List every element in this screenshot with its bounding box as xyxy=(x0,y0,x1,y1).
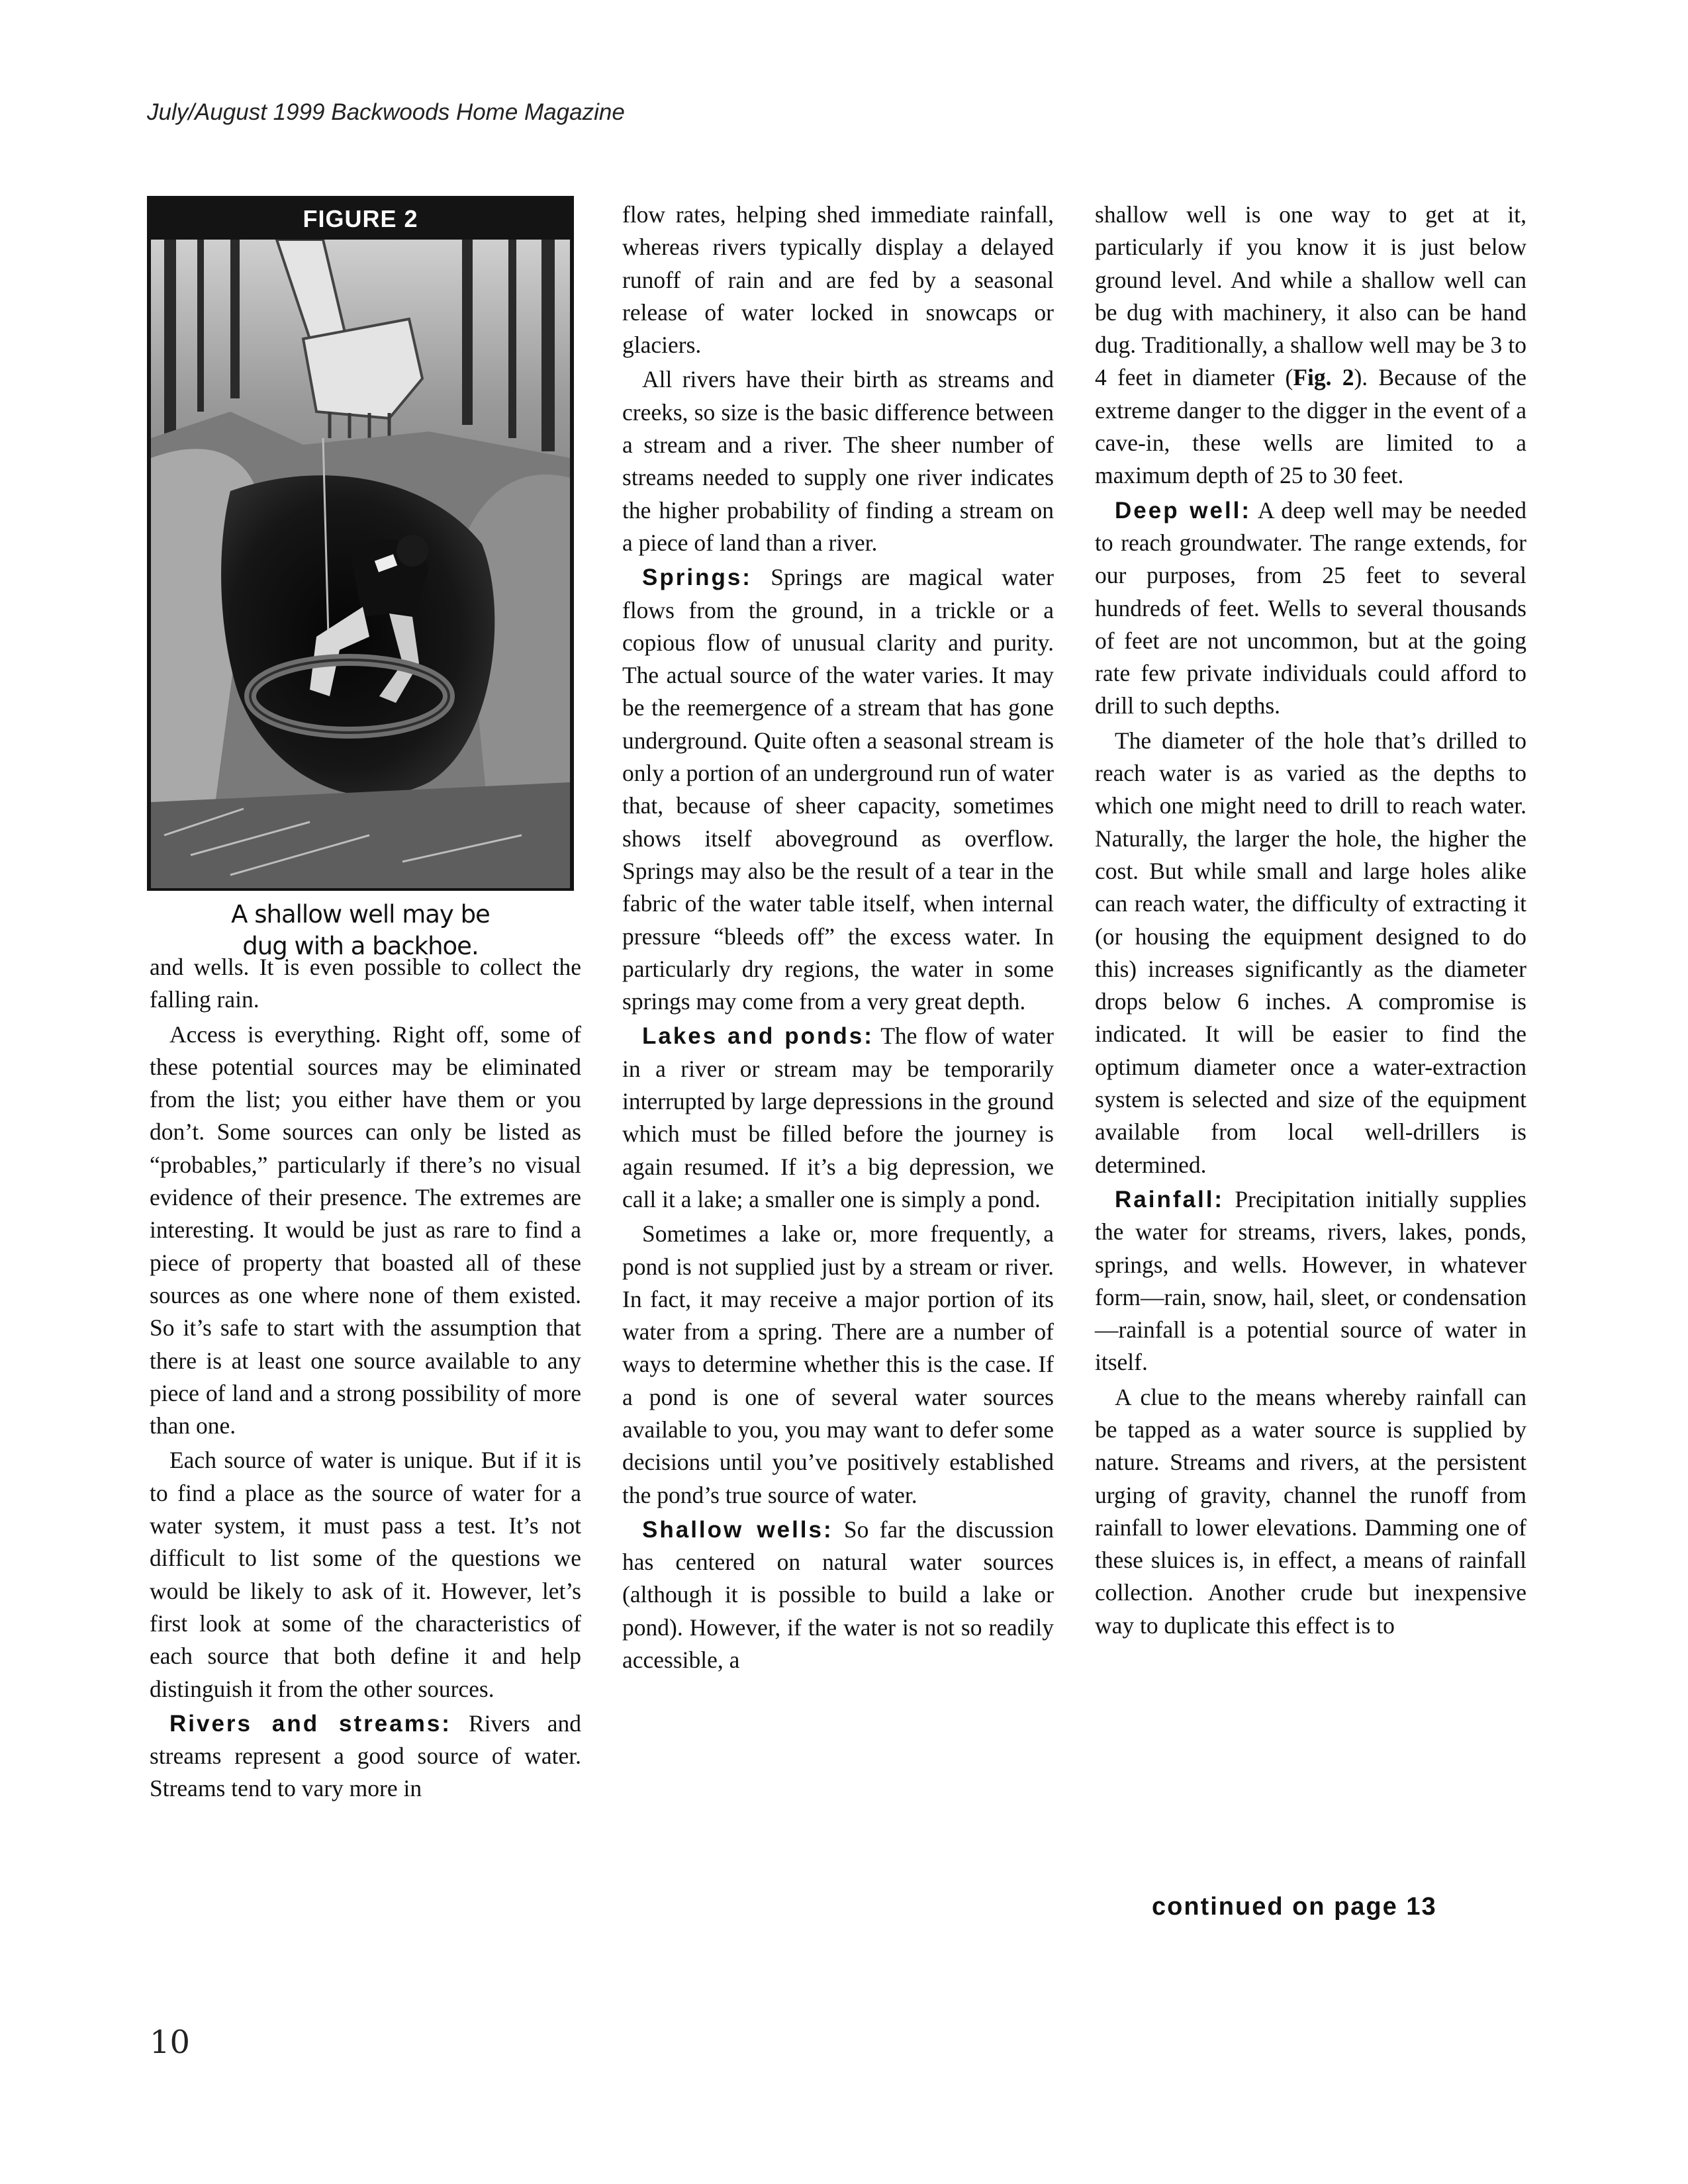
backhoe-photo xyxy=(151,240,570,888)
figure-label: FIGURE 2 xyxy=(303,205,418,232)
caption-line-2: dug with a backhoe. xyxy=(242,932,479,960)
run-in-heading: Rivers and streams: xyxy=(169,1710,451,1737)
paragraph: and wells. It is even possible to collect the falling rain. xyxy=(150,954,581,1013)
paragraph-rainfall xyxy=(1095,1183,1526,1379)
paragraph: Each source of water is unique. But if it is to find a place as the source of water for a water system, it must pass a test. It’s not difficult to list some of the questions we would be likely to ask of it. However, let’s first look at some of the characteristics of each source that both define it and help distinguish it from the other sources. xyxy=(150,1447,581,1702)
paragraph-lakes-and-ponds xyxy=(622,1020,1054,1216)
column-2 xyxy=(622,199,1054,1676)
paragraph-body: Springs are magical water flows from the ground, in a trickle or a copious flow of unusual clarity and purity. The actual source of the water varies. It may be the reemergence of a stream that has gone underground. Quite often a seasonal stream is only a portion of an underground run of water that, because of sheer capacity, sometimes shows itself aboveground as overflow. Springs may also be the result of a tear in the fabric of the water table itself, when internal pressure “bleeds off” the excess water. In particularly dry regions, the water in some springs may come from a very great depth. xyxy=(622,564,1054,1015)
paragraph-text: shallow well is one way to get at it, particularly if you know it is just below ground level. And while a shallow well can be dug with machinery, it also can be hand dug. Traditionally, a shallow well may be 3 to 4 feet in diameter ( xyxy=(1095,201,1526,391)
paragraph: A clue to the means whereby rainfall can be tapped as a water source is supplied by nature. Streams and rivers, at the persistent urging of gravity, channel the runoff from rainfall to lower elevations. Damming one of these sluices is, in effect, a means of rainfall collection. Another crude but inexpensive way to duplicate this effect is to xyxy=(1095,1383,1526,1639)
paragraph: flow rates, helping shed immediate rainfall, whereas rivers typically display a delayed runoff of rain and are fed by a seasonal release of water locked in snowcaps or glaciers. xyxy=(622,201,1054,359)
continued-notice: continued on page 13 xyxy=(1152,1893,1437,1921)
paragraph-text: ). Because of the extreme danger to the digger in the event of a cave-in, these wells are limited to a maximum depth of 25 to 30 feet. xyxy=(1095,364,1526,489)
run-in-heading: Deep well: xyxy=(1115,497,1252,523)
run-in-heading: Rainfall: xyxy=(1115,1186,1225,1212)
paragraph-springs xyxy=(622,561,1054,1018)
run-in-heading: Springs: xyxy=(642,565,752,591)
paragraph xyxy=(1095,199,1526,492)
paragraph: Sometimes a lake or, more frequently, a pond is not supplied just by a stream or river. In fact, it may receive a major portion of its water from a spring. There are a number of ways to determine whether this is the case. If a pond is one of several water sources available to you, you may want to defer some decisions until you’ve positively established the pond’s true source of water. xyxy=(622,1220,1054,1508)
run-in-heading: Shallow wells: xyxy=(642,1516,833,1543)
paragraph-body: So far the discussion has centered on natural water sources (although it is possible to build a lake or pond). However, if the water is not so readily accessible, a xyxy=(622,1516,1054,1674)
paragraph-rivers-and-streams xyxy=(150,1707,581,1805)
paragraph: Access is everything. Right off, some of these potential sources may be eliminated from the list; you either have them or you don’t. Some sources can only be listed as “probables,” particularly if there’s no visual evidence of their presence. The extremes are interesting. It would be just as rare to find a piece of property that boasted all of these sources as one where none of them existed. So it’s safe to start with the assumption that there is at least one source available to any piece of land and a strong possibility of more than one. xyxy=(150,1021,581,1439)
paragraph: All rivers have their birth as streams and creeks, so size is the basic difference between a stream and a river. The sheer number of streams needed to supply one river indicates the higher probability of finding a stream on a piece of land than a river. xyxy=(622,366,1054,556)
column-3 xyxy=(1095,199,1526,1642)
caption-line-1: A shallow well may be xyxy=(231,900,490,929)
running-head: July/August 1999 Backwoods Home Magazine xyxy=(147,99,625,125)
paragraph-shallow-wells xyxy=(622,1514,1054,1676)
run-in-heading: Lakes and ponds: xyxy=(642,1023,874,1050)
paragraph-body: The flow of water in a river or stream may be temporarily interrupted by large depressions in the ground which must be filled before the journey is again resumed. If it’s a big depression, we call it a lake; a smaller one is simply a pond. xyxy=(622,1023,1055,1212)
paragraph-body: Precipitation initially supplies the water for streams, rivers, lakes, ponds, springs, and wells. However, in whatever form—rain, snow, hail, sleet, or condensation—rainfall is a potential source of water in itself. xyxy=(1095,1185,1526,1376)
figure-2 xyxy=(147,196,574,891)
column-1 xyxy=(150,951,581,1805)
figure-reference: Fig. 2 xyxy=(1293,364,1354,391)
paragraph-body: Rivers and streams represent a good source of water. Streams tend to vary more in xyxy=(150,1709,581,1802)
paragraph: The diameter of the hole that’s drilled to reach water is as varied as the depths to which one might need to drill to reach water. Naturally, the larger the hole, the higher the cost. But while small and large holes alike can reach water, the difficulty of extracting it (or housing the equipment designed to do this) increases significantly as the diameter drops below 6 inches. A compromise is indicated. It will be easier to find the optimum diameter once a water-extraction system is selected and size of the equipment available from local well-drillers is determined. xyxy=(1095,727,1526,1178)
paragraph-body: A deep well may be needed to reach groundwater. The range extends, for our purposes, from 25 feet to several hundreds of feet. Wells to several thousands of feet are not uncommon, but at the going rate few private individuals could afford to drill to such depths. xyxy=(1095,496,1527,719)
page-number: 10 xyxy=(150,2024,191,2061)
paragraph-deep-well xyxy=(1095,494,1526,723)
